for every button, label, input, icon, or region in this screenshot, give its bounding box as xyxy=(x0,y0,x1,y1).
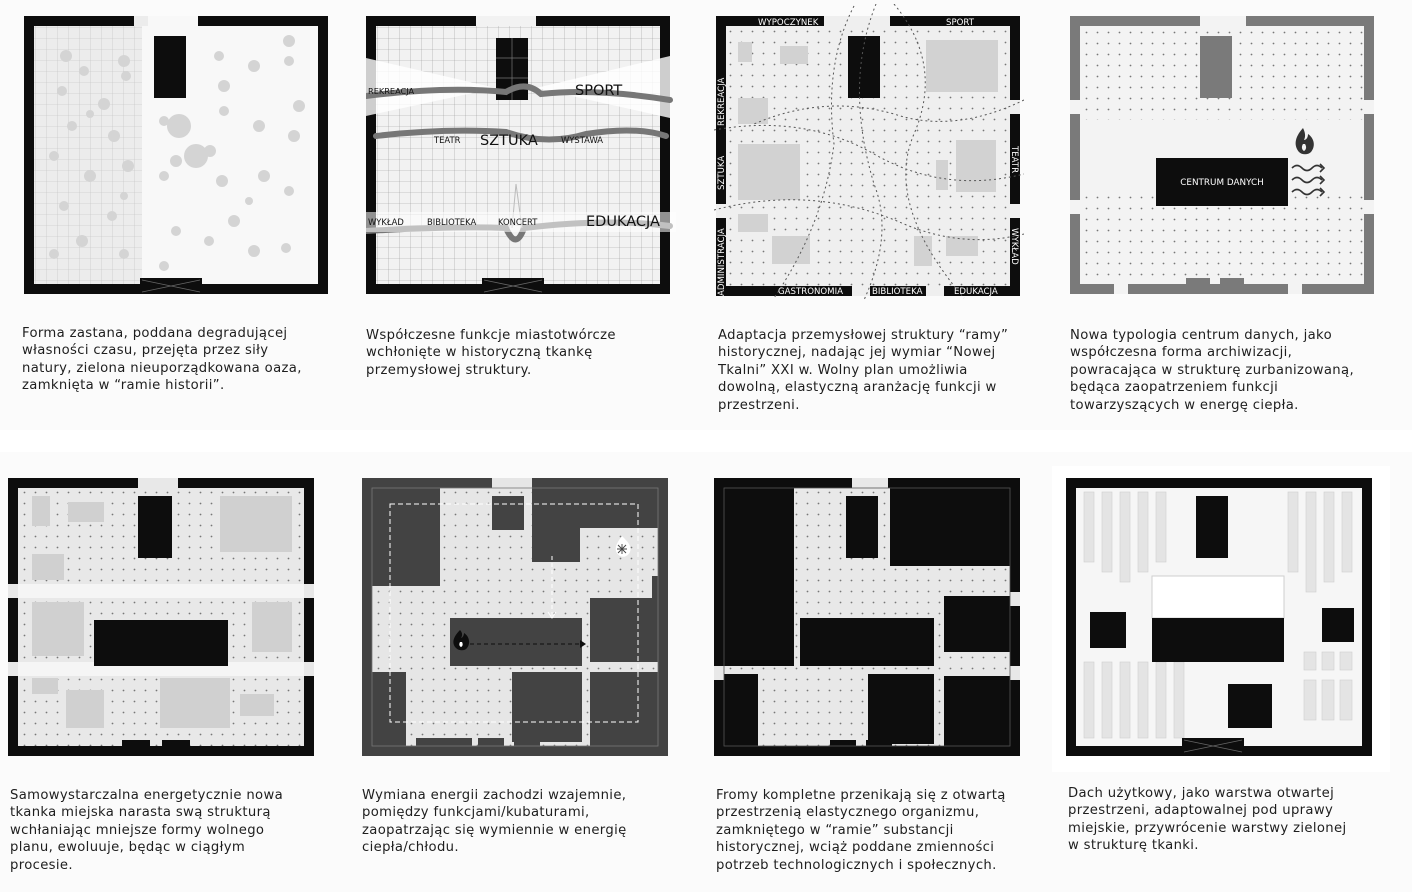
caption-2: Współczesne funkcje miastotwórcze wchłonięte w historyczną tkankę przemysłowej struktury. xyxy=(366,328,616,378)
diagram-new-weaving-mill xyxy=(714,4,1024,300)
caption-8: Dach użytkowy, jako warstwa otwartej przestrzeni, adaptowalnej pod uprawy miejskie, przywrócenie warstwy zielonej w strukturę tkanki. xyxy=(1068,786,1347,854)
caption-6: Wymiana energii zachodzi wzajemnie, pomiędzy funkcjami/kubaturami, zaopatrzając się wymiennie w energię ciepła/chłodu. xyxy=(362,788,627,856)
diagram-usable-roof xyxy=(1052,466,1390,772)
label-biblioteka: BIBLIOTEKA xyxy=(427,217,477,227)
diagram-energy-exchange xyxy=(362,476,670,760)
label-wyklad: WYKŁAD xyxy=(368,217,404,227)
label-teatr: TEATR xyxy=(1009,146,1019,174)
label-sport: SPORT xyxy=(946,18,974,28)
label-teatr: TEATR xyxy=(434,135,461,145)
separator-band xyxy=(0,430,1412,452)
label-administracja: ADMINISTRACJA xyxy=(717,228,727,296)
label-wystawa: WYSTAWA xyxy=(561,135,603,145)
label-biblioteka: BIBLIOTEKA xyxy=(872,287,923,297)
caption-1: Forma zastana, poddana degradującej własności czasu, przejęta przez siły natury, zielona nieuporządkowana oaza, zamknięta w “ramie historii”. xyxy=(22,326,302,394)
diagram-self-sufficient-tissue xyxy=(8,476,316,760)
diagram-complete-forms xyxy=(714,476,1024,760)
caption-3: Adaptacja przemysłowej struktury “ramy” historycznej, nadając jej wymiar “Nowej Tkalni” XXI w. Wolny plan umożliwia dowolną, elastyczną aranżację funkcji w przestrzeni. xyxy=(718,328,1009,413)
label-sport: SPORT xyxy=(575,83,623,99)
label-koncert: KONCERT xyxy=(498,217,538,227)
label-edukacja: EDUKACJA xyxy=(954,287,998,297)
label-centrum-danych: CENTRUM DANYCH xyxy=(1180,178,1264,188)
label-sztuka: SZTUKA xyxy=(717,155,727,190)
caption-5: Samowystarczalna energetycznie nowa tkanka miejska narasta swą strukturą wchłaniając mniejsze formy wolnego planu, ewoluuje, będąc w ciągłym procesie. xyxy=(10,788,284,873)
label-rekreacja: REKREACJA xyxy=(368,86,415,96)
label-wyklad: WYKŁAD xyxy=(1009,228,1019,265)
diagram-data-center xyxy=(1070,16,1378,298)
caption-4: Nowa typologia centrum danych, jako współczesna forma archiwizacji, powracająca w strukturę zurbanizowaną, będąca zaopatrzeniem funkcji towarzyszących w energę ciepła. xyxy=(1070,328,1354,413)
label-sztuka: SZTUKA xyxy=(480,133,538,149)
diagram-existing-form xyxy=(24,16,330,298)
label-wypoczynek: WYPOCZYNEK xyxy=(758,18,819,28)
label-edukacja: EDUKACJA xyxy=(586,214,660,230)
caption-7: Fromy kompletne przenikają się z otwartą przestrzenią elastycznego organizmu, zamkniętego w “ramie” substancji historycznej, wciąż poddane zmienności potrzeb technologicznych i społecznych. xyxy=(716,788,1006,873)
diagram-urban-functions xyxy=(366,16,676,298)
label-gastronomia: GASTRONOMIA xyxy=(778,287,843,297)
label-rekreacja: REKREACJA xyxy=(717,77,727,126)
